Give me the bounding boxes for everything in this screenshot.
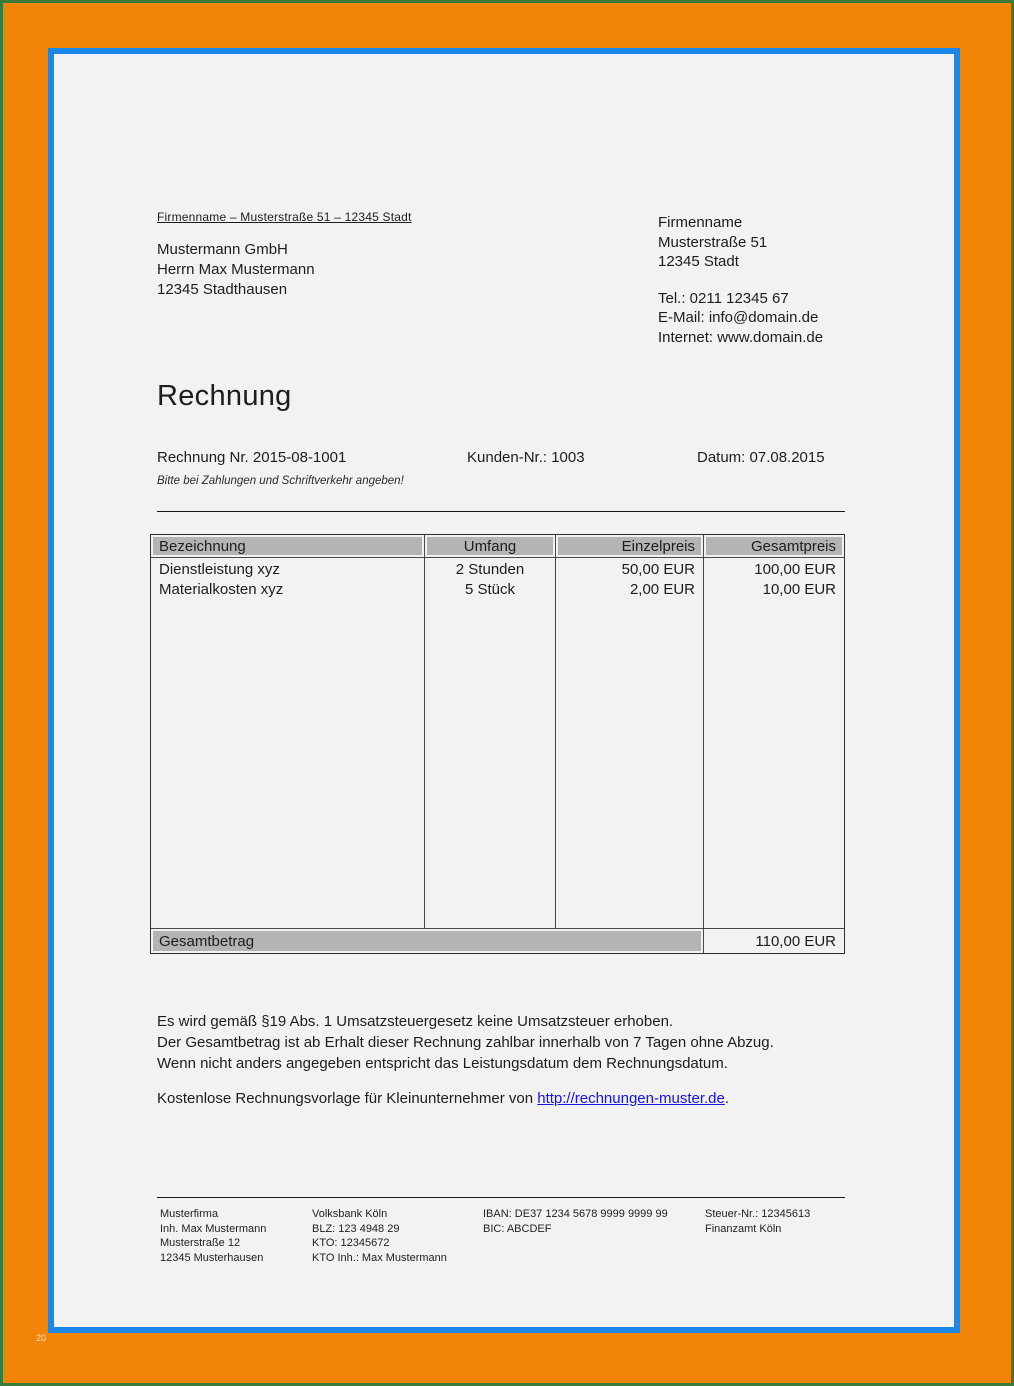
table-row-cell: Materialkosten xyz	[159, 581, 284, 598]
table-row-cell: 10,00 EUR	[762, 581, 836, 598]
table-row-cell: 2,00 EUR	[629, 581, 695, 598]
footer-line: BLZ: 123 4948 29	[312, 1222, 400, 1235]
header-einzelpreis: Einzelpreis	[558, 537, 701, 555]
legal-text-block	[157, 1011, 774, 1074]
company-address-block	[658, 213, 823, 347]
table-total-row	[151, 929, 844, 953]
legal-line: Der Gesamtbetrag ist ab Erhalt dieser Rechnung zahlbar innerhalb von 7 Tagen ohne Abzug.	[157, 1034, 774, 1051]
recipient-name: Mustermann GmbH	[157, 241, 288, 258]
total-label: Gesamtbetrag	[153, 931, 701, 951]
table-row-cell: 5 Stück	[464, 581, 516, 598]
footer-line: Inh. Max Mustermann	[160, 1222, 267, 1235]
column-umfang	[425, 558, 556, 928]
header-bezeichnung: Bezeichnung	[153, 537, 422, 555]
table-body	[151, 558, 844, 929]
recipient-contact: Herrn Max Mustermann	[157, 261, 315, 278]
table-row-cell: 2 Stunden	[455, 561, 525, 578]
divider-line-top	[157, 511, 845, 512]
company-city: 12345 Stadt	[658, 253, 739, 270]
company-phone: Tel.: 0211 12345 67	[658, 289, 789, 307]
column-bezeichnung	[151, 558, 425, 928]
footer-company-column	[160, 1207, 266, 1265]
footer-line: Finanzamt Köln	[705, 1222, 782, 1235]
company-name: Firmenname	[658, 214, 743, 231]
divider-line-bottom	[157, 1197, 845, 1198]
footer-line: 12345 Musterhausen	[160, 1251, 264, 1264]
invoice-number: Rechnung Nr. 2015-08-1001	[157, 449, 347, 466]
footer-iban-column	[483, 1207, 668, 1236]
footer-line: Volksbank Köln	[312, 1208, 388, 1220]
promo-link[interactable]: http://rechnungen-muster.de	[537, 1090, 725, 1107]
footer-line: IBAN: DE37 1234 5678 9999 9999 99	[483, 1208, 668, 1220]
recipient-city: 12345 Stadthausen	[157, 281, 288, 298]
footer-line: KTO Inh.: Max Mustermann	[312, 1251, 447, 1264]
footer-line: KTO: 12345672	[312, 1237, 390, 1249]
company-email: E-Mail: info@domain.de	[658, 309, 819, 326]
company-street: Musterstraße 51	[658, 233, 768, 251]
line-items-table	[150, 534, 845, 954]
table-row-cell: 100,00 EUR	[754, 561, 836, 578]
invoice-page	[48, 48, 960, 1333]
table-row-cell: Dienstleistung xyz	[159, 561, 280, 578]
column-einzelpreis	[556, 558, 704, 928]
total-value: 110,00 EUR	[755, 932, 836, 950]
header-gesamtpreis: Gesamtpreis	[706, 537, 842, 555]
footer-tax-column	[705, 1207, 810, 1236]
payment-reference-note: Bitte bei Zahlungen und Schriftverkehr angeben!	[157, 475, 404, 487]
recipient-address-block	[157, 240, 315, 300]
sender-return-line: Firmenname – Musterstraße 51 – 12345 Stadt	[157, 210, 412, 224]
footer-line: BIC: ABCDEF	[483, 1222, 552, 1235]
invoice-meta-row	[54, 449, 954, 469]
footer-line: Steuer-Nr.: 12345613	[705, 1208, 811, 1220]
header-umfang: Umfang	[427, 537, 553, 555]
promo-text: Kostenlose Rechnungsvorlage für Kleinunternehmer von	[157, 1090, 538, 1107]
table-header-row	[151, 535, 844, 558]
column-gesamtpreis	[704, 558, 844, 928]
page-number: 20	[36, 1333, 47, 1343]
company-internet: Internet: www.domain.de	[658, 328, 824, 346]
table-row-cell: 50,00 EUR	[621, 561, 695, 578]
footer-line: Musterstraße 12	[160, 1237, 241, 1249]
invoice-date: Datum: 07.08.2015	[697, 449, 825, 466]
page-title: Rechnung	[157, 380, 292, 412]
footer-bank-column	[312, 1207, 447, 1265]
legal-line: Wenn nicht anders angegeben entspricht das Leistungsdatum dem Rechnungsdatum.	[157, 1055, 728, 1072]
promo-period: .	[724, 1090, 730, 1107]
legal-line: Es wird gemäß §19 Abs. 1 Umsatzsteuergesetz keine Umsatzsteuer erhoben.	[157, 1013, 674, 1030]
footer-line: Musterfirma	[160, 1208, 219, 1220]
customer-number: Kunden-Nr.: 1003	[467, 449, 585, 466]
template-promo-line	[157, 1090, 729, 1107]
